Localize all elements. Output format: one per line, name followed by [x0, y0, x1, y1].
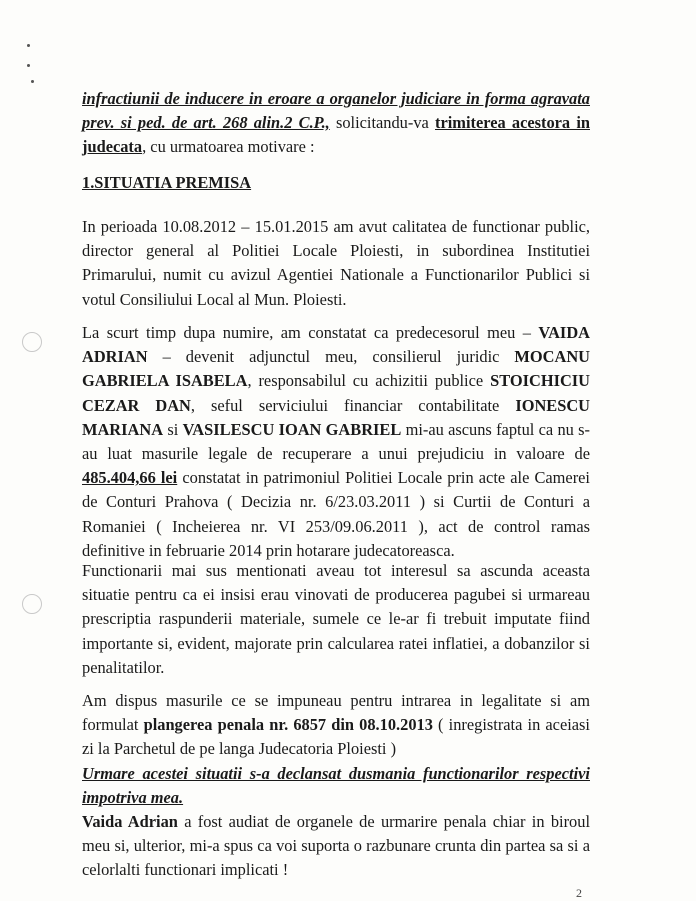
- text-segment: solicitandu-va: [329, 113, 436, 133]
- punch-hole-icon: [22, 594, 42, 614]
- text-segment: , cu urmatoarea motivare :: [142, 137, 315, 157]
- page-number: 2: [576, 886, 582, 900]
- text-segment: – devenit adjunctul meu, consilierul juridic: [147, 347, 515, 367]
- person-name: IONESCU MARIANA: [82, 395, 590, 439]
- trial-request: trimiterea acestora in judecata: [82, 113, 590, 157]
- intro-paragraph: [82, 87, 590, 160]
- person-name: VASILESCU IOAN GABRIEL: [182, 419, 402, 439]
- text-segment: si: [163, 419, 183, 439]
- damage-amount: 485.404,66 lei: [82, 468, 178, 488]
- text-segment: La scurt timp dupa numire, am constatat ca predecesorul meu –: [82, 323, 539, 342]
- paragraph-motive: Functionarii mai sus mentionati aveau tot interesul sa ascunda aceasta situatie pentru ca ei insisi erau vinovati de producerea pagubei si urmareau prescriptia raspunderii materiale, sumele ce le-ar fi trebuit imputate fiind importante si, evident, majorate prin calcularea ratei inflatiei, a dobanzilor si penalitatilor.: [82, 561, 590, 677]
- scan-speck: [31, 80, 34, 83]
- person-name: Vaida Adrian: [82, 812, 178, 832]
- paragraph-discovery: [82, 321, 590, 563]
- text-segment: , responsabilul cu achizitii publice: [247, 371, 491, 391]
- person-name: MOCANU GABRIELA ISABELA: [82, 347, 590, 391]
- hostility-statement: Urmare acestei situatii s-a declansat dusmania functionarilor respectivi impotriva mea.: [82, 763, 590, 807]
- punch-hole-icon: [22, 332, 42, 352]
- text-segment: a fost audiat de organele de urmarire penala chiar in biroul meu si, ulterior, mi-a spus ca voi suporta o razbunare crunta din partea sa si a celorlalti functionari implicati !: [82, 812, 590, 880]
- complaint-reference: plangerea penala nr. 6857 din 08.10.2013: [143, 715, 433, 735]
- person-name: STOICHICIU CEZAR DAN: [82, 371, 591, 415]
- scan-speck: [27, 64, 30, 67]
- text-segment: mi-au ascuns faptul ca nu s-au luat masurile legale de recuperare a unui prejudiciu in valoare de: [82, 419, 590, 464]
- person-name: VAIDA ADRIAN: [82, 323, 590, 367]
- scan-speck: [27, 44, 30, 47]
- section-heading: 1.SITUATIA PREMISA: [82, 173, 252, 192]
- text-segment: constatat in patrimoniul Politiei Locale prin acte ale Camerei de Conturi Prahova ( Decizia nr. 6/23.03.2011 ) si Curtii de Conturi a Romaniei ( Incheierea nr. VI 253/09.06.2011 ), act de control ramas definitive in februarie 2014 prin hotarare judecatoreasca.: [82, 468, 590, 560]
- text-segment: Am dispus masurile ce se impuneau pentru intrarea in legalitate si am formulat: [82, 691, 590, 735]
- text-segment: , seful serviciului financiar contabilitate: [190, 395, 516, 415]
- offense-reference: infractiunii de inducere in eroare a organelor judiciare in forma agravata prev. si ped. de art. 268 alin.2 C.P.,: [82, 89, 590, 133]
- text-segment: ( inregistrata in aceiasi zi la Parchetul de pe langa Judecatoria Ploiesti ): [82, 715, 590, 759]
- paragraph-period: In perioada 10.08.2012 – 15.01.2015 am avut calitatea de functionar public, director general al Politiei Locale Ploiesti, in subordinea Institutiei Primarului, numit cu avizul Agentiei Nationale a Functionarilor Publici si votul Consiliului Local al Mun. Ploiesti.: [82, 217, 590, 309]
- paragraph-complaint: [82, 689, 590, 883]
